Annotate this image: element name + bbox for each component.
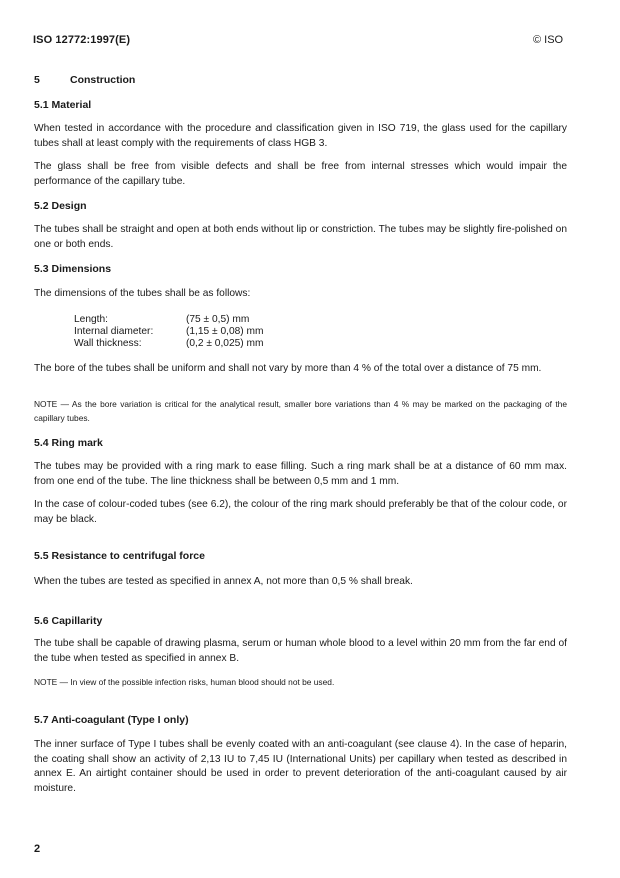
- section-5-4-paragraph-2: In the case of colour-coded tubes (see 6.2), the colour of the ring mark should preferably be that of the colour code, or may be black.: [34, 499, 567, 525]
- section-5-6-note: NOTE — In view of the possible infection risks, human blood should not be used.: [34, 677, 335, 687]
- section-5-5-paragraph-1: When the tubes are tested as specified in annex A, not more than 0,5 % shall break.: [34, 576, 413, 587]
- section-5-6-heading: 5.6 Capillarity: [34, 615, 103, 627]
- section-5-2-paragraph-1: The tubes shall be straight and open at both ends without lip or constriction. The tubes may be slightly fire-polished on one or both ends.: [34, 224, 567, 250]
- copyright-notice: © ISO: [533, 34, 564, 46]
- section-5-4-paragraph-1: The tubes may be provided with a ring mark to ease filling. Such a ring mark shall be at a distance of 60 mm max. from one end of the tube. The line thickness shall be between 0,5 mm and 1 mm.: [34, 461, 567, 487]
- dimension-value-length: (75 ± 0,5) mm: [186, 314, 250, 325]
- section-5-2-heading: 5.2 Design: [34, 200, 87, 212]
- section-5-1-paragraph-1: When tested in accordance with the procedure and classification given in ISO 719, the glass used for the capillary tubes shall at least comply with the requirements of class HGB 3.: [34, 123, 567, 149]
- page-number: 2: [34, 843, 41, 855]
- dimension-label-wall-thickness: Wall thickness:: [74, 338, 142, 349]
- section-5-title: Construction: [70, 74, 136, 86]
- section-5-number: 5: [34, 74, 40, 86]
- section-5-6-paragraph-1: The tube shall be capable of drawing plasma, serum or human whole blood to a level within 20 mm from the far end of the tube when tested as specified in annex B.: [34, 638, 567, 664]
- section-5-3-paragraph-2: The bore of the tubes shall be uniform and shall not vary by more than 4 % of the total over a distance of 75 mm.: [34, 363, 542, 374]
- section-5-3-note: NOTE — As the bore variation is critical for the analytical result, smaller bore variations than 4 % may be marked on the packaging of the capillary tubes.: [34, 399, 567, 423]
- dimension-label-length: Length:: [74, 314, 108, 325]
- section-5-7-paragraph-1: The inner surface of Type I tubes shall be evenly coated with an anti-coagulant (see clause 4). In the case of heparin, the coating shall show an activity of 2,13 IU to 7,45 IU (International Units) per capillary when tested as described in annex E. An airtight container should be used in order to prevent deterioration of the anti-coagulant caused by air moisture.: [34, 739, 567, 794]
- section-5-3-heading: 5.3 Dimensions: [34, 263, 112, 275]
- dimension-label-internal-diameter: Internal diameter:: [74, 326, 154, 337]
- section-5-5-heading: 5.5 Resistance to centrifugal force: [34, 550, 205, 562]
- dimension-value-wall-thickness: (0,2 ± 0,025) mm: [186, 338, 264, 349]
- dimension-value-internal-diameter: (1,15 ± 0,08) mm: [186, 326, 264, 337]
- section-5-3-intro: The dimensions of the tubes shall be as follows:: [34, 288, 251, 299]
- section-5-4-heading: 5.4 Ring mark: [34, 437, 103, 449]
- section-5-7-heading: 5.7 Anti-coagulant (Type I only): [34, 714, 189, 726]
- section-5-1-paragraph-2: The glass shall be free from visible defects and shall be free from internal stresses which would impair the performance of the capillary tube.: [34, 161, 567, 187]
- section-5-1-heading: 5.1 Material: [34, 99, 92, 111]
- document-id: ISO 12772:1997(E): [33, 34, 131, 46]
